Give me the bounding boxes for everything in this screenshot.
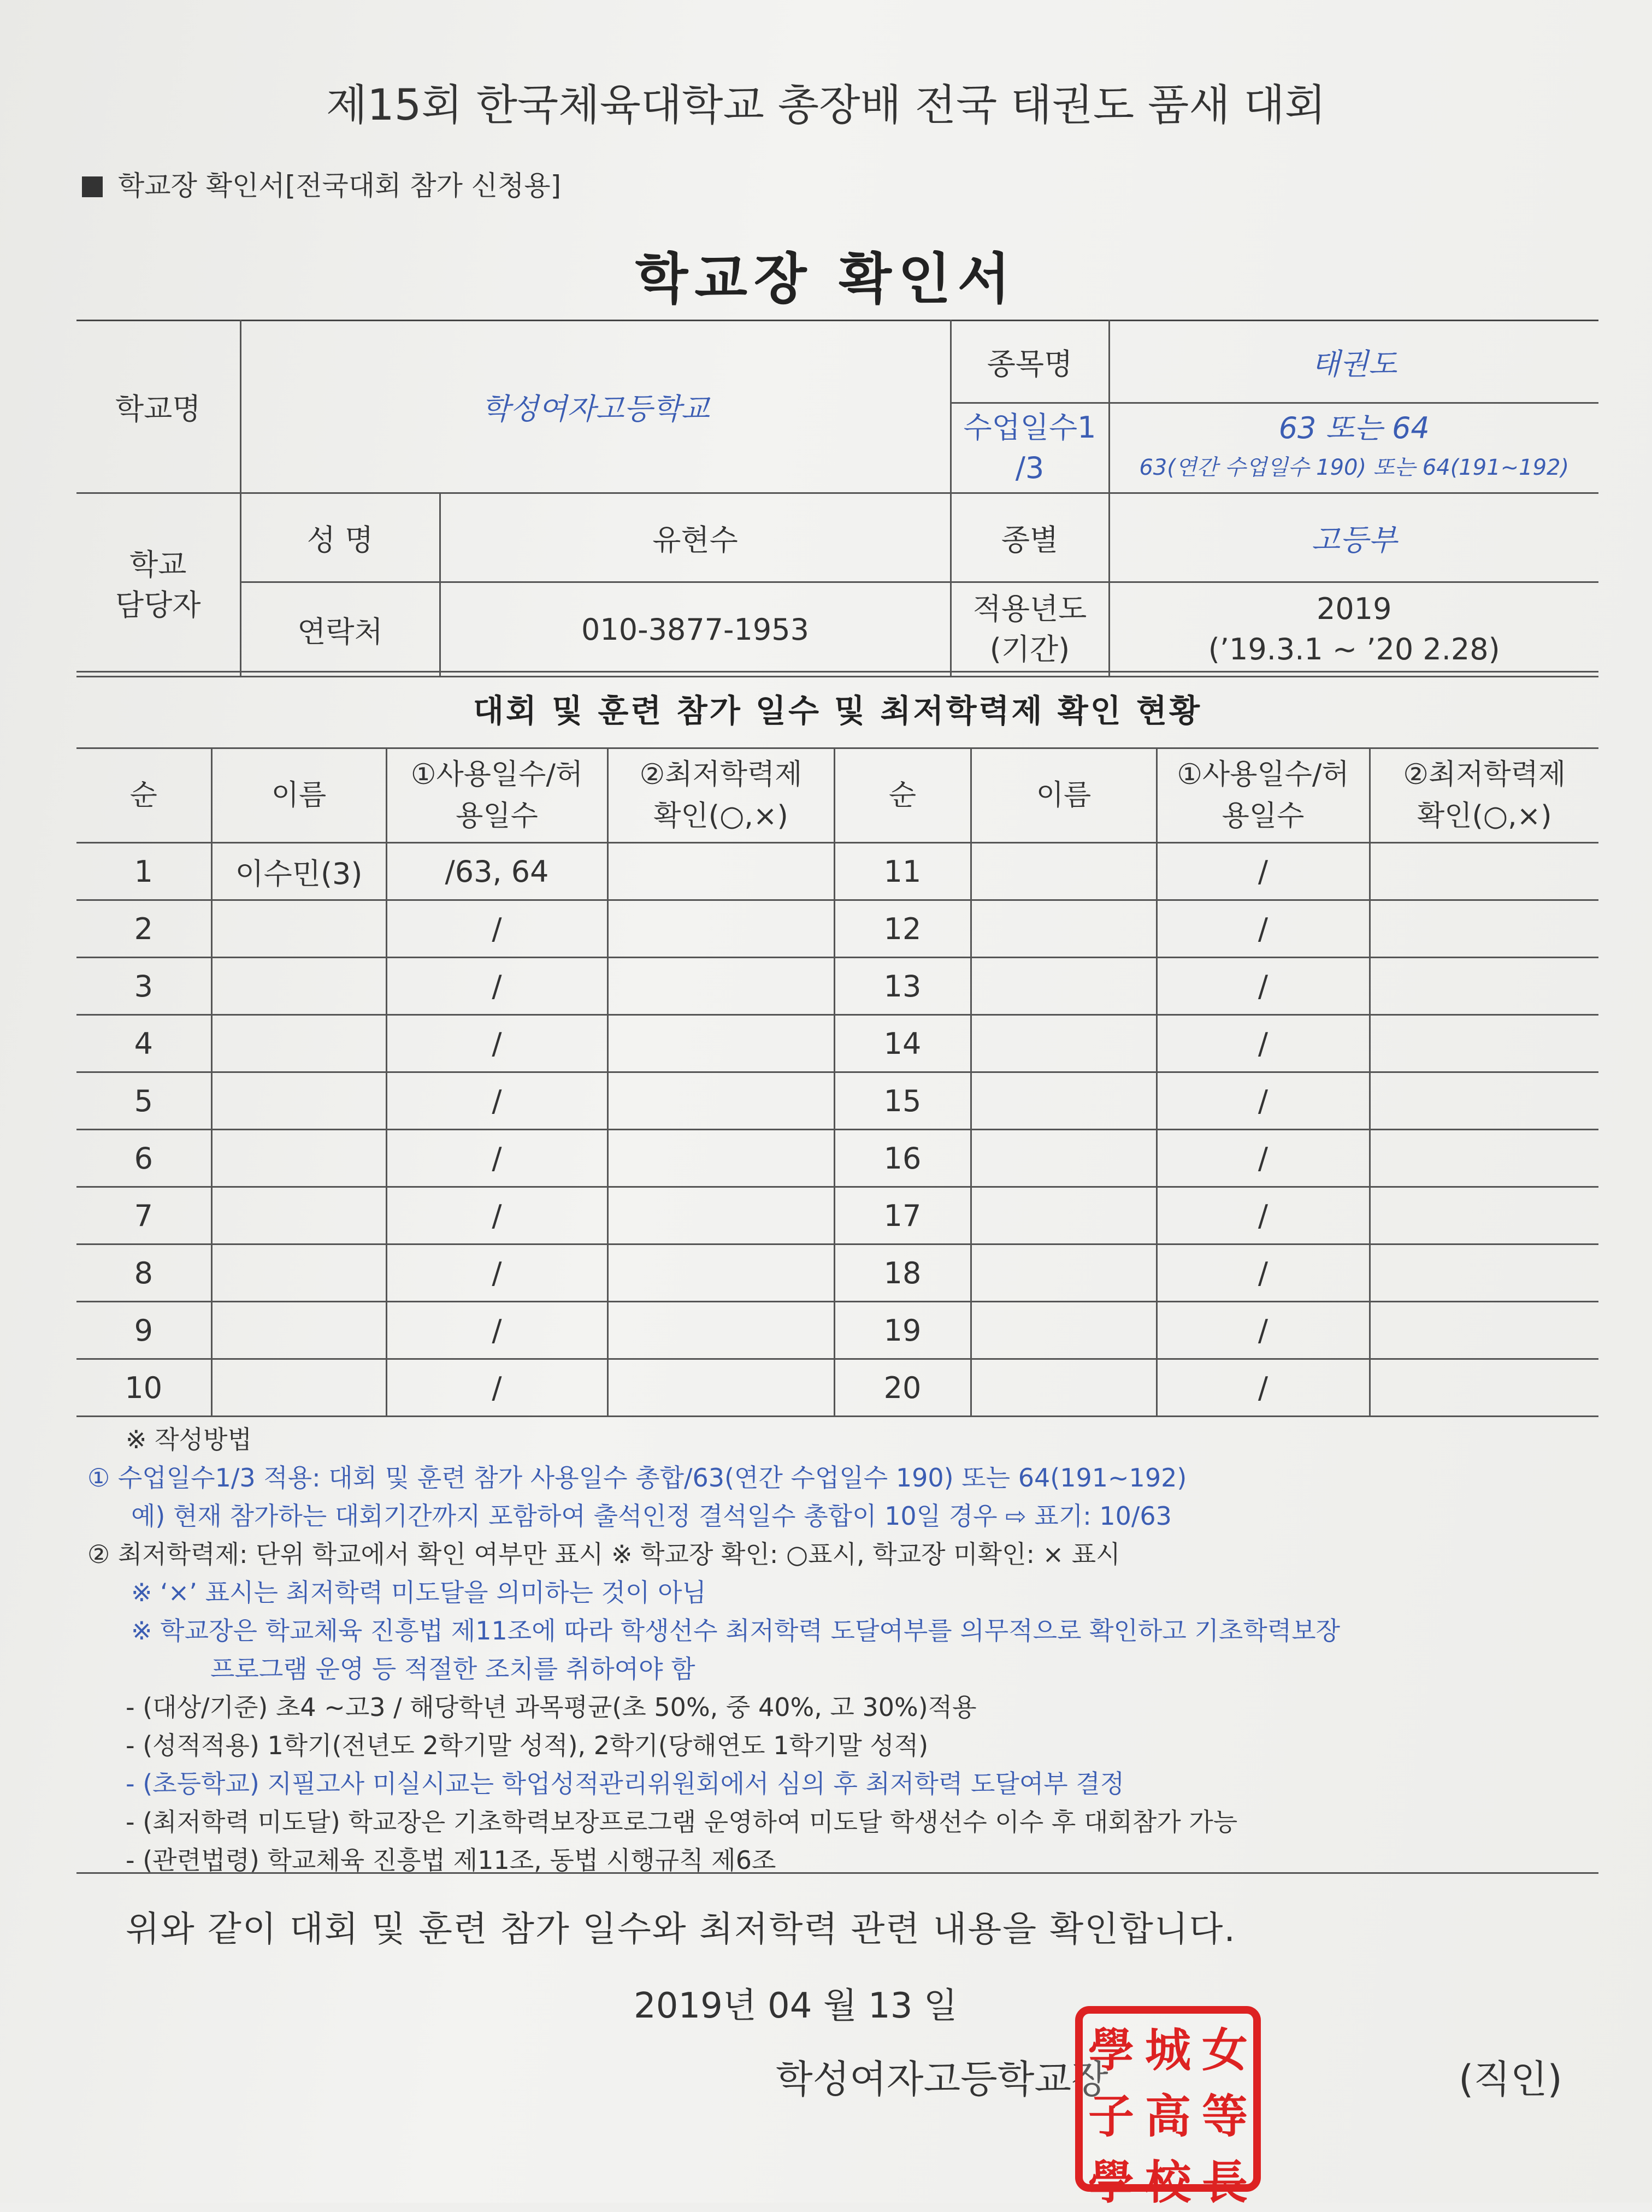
student-name (211, 1015, 386, 1072)
student-name: 이수민(3) (211, 843, 386, 900)
days-used-2: / (1157, 900, 1370, 958)
days-used: / (386, 900, 607, 958)
min-check (607, 1359, 834, 1417)
min-check (607, 900, 834, 958)
min-check-2 (1370, 900, 1598, 958)
year-value (1109, 582, 1598, 677)
student-name-2 (971, 1302, 1157, 1359)
school-value: 학성여자고등학교 (240, 321, 951, 493)
col-min-2 (1370, 748, 1598, 843)
col-min2-line2: 확인(○,×) (1417, 800, 1552, 833)
row-number: 9 (76, 1302, 211, 1359)
min-check (607, 1302, 834, 1359)
table-row (76, 1072, 1598, 1130)
col-days2-line2: 용일수 (1222, 800, 1305, 833)
col-days-2 (1157, 748, 1370, 843)
min-check-2 (1370, 1187, 1598, 1244)
seal-glyph: 城 (1144, 2023, 1191, 2077)
row-number-2: 20 (834, 1359, 971, 1417)
issue-date: 2019년 04 월 13 일 (634, 1986, 958, 2026)
event-title: 제15회 한국체육대학교 총장배 전국 태권도 품새 대회 (326, 81, 1326, 130)
note-line-9: - (초등학교) 지필고사 미실시교는 학업성적관리위원회에서 심의 후 최저학력 도달여부 결정 (126, 1769, 1125, 1798)
seal-glyph: 高 (1144, 2089, 1191, 2143)
official-seal-stamp (1075, 2006, 1261, 2209)
student-name (211, 1187, 386, 1244)
student-name-2 (971, 1244, 1157, 1302)
min-check (607, 958, 834, 1015)
row-number: 3 (76, 958, 211, 1015)
days-used-2: / (1157, 1072, 1370, 1130)
col-days-line1: ①사용일수/허 (410, 758, 583, 791)
col-days-line2: 용일수 (456, 800, 538, 833)
row-number: 4 (76, 1015, 211, 1072)
info-table (76, 320, 1598, 677)
divider (76, 1872, 1598, 1874)
year-label-line2: (기간) (989, 632, 1070, 666)
table-row (76, 900, 1598, 958)
seal-glyph: 長 (1201, 2155, 1248, 2209)
year-label-line1: 적용년도 (972, 592, 1087, 626)
days-used-2: / (1157, 1015, 1370, 1072)
days-used-2: / (1157, 843, 1370, 900)
phone-label: 연락처 (240, 582, 440, 677)
note-line-1: ① 수업일수1/3 적용: 대회 및 훈련 참가 사용일수 총합/63(연간 수업일수 190) 또는 64(191~192) (87, 1463, 1187, 1493)
year-value-main: 2019 (1317, 592, 1392, 626)
confirmation-statement: 위와 같이 대회 및 훈련 참가 일수와 최저학력 관련 내용을 확인합니다. (126, 1909, 1236, 1950)
student-name (211, 1130, 386, 1187)
student-name-2 (971, 1130, 1157, 1187)
notes-heading: ※ 작성방법 (126, 1425, 252, 1454)
days-value (1109, 403, 1598, 493)
table-row (76, 1130, 1598, 1187)
seal-label: (직인) (1459, 2057, 1562, 2102)
min-check (607, 1244, 834, 1302)
student-name-2 (971, 1359, 1157, 1417)
note-line-7: - (대상/기준) 초4 ~고3 / 해당학년 과목평균(초 50%, 중 40%, 고 30%)적용 (126, 1692, 977, 1722)
division-value: 고등부 (1109, 493, 1598, 582)
row-number-2: 12 (834, 900, 971, 958)
min-check-2 (1370, 1015, 1598, 1072)
row-number: 5 (76, 1072, 211, 1130)
min-check-2 (1370, 1244, 1598, 1302)
days-used-2: / (1157, 1187, 1370, 1244)
student-name-2 (971, 1072, 1157, 1130)
table-header-row (76, 748, 1598, 843)
min-check (607, 1015, 834, 1072)
student-name (211, 958, 386, 1015)
col-no: 순 (76, 748, 211, 843)
col-name: 이름 (211, 748, 386, 843)
table-row (76, 1359, 1598, 1417)
year-label (951, 582, 1109, 677)
student-name (211, 1244, 386, 1302)
days-used-2: / (1157, 1302, 1370, 1359)
principal-name: 학성여자고등학교장 (776, 2057, 1108, 2102)
min-check (607, 1072, 834, 1130)
note-line-5: ※ 학교장은 학교체육 진흥법 제11조에 따라 학생선수 최저학력 도달여부를 의무적으로 확인하고 기초학력보장 (131, 1616, 1341, 1645)
col-min-line1: ②최저학력제 (639, 758, 803, 791)
student-name-2 (971, 1015, 1157, 1072)
min-check-2 (1370, 1130, 1598, 1187)
student-name-2 (971, 958, 1157, 1015)
days-used: / (386, 1244, 607, 1302)
days-value-main: 63 또는 64 (1278, 411, 1430, 445)
table-row (76, 1244, 1598, 1302)
document-title: 학교장 확인서 (635, 247, 1017, 311)
min-check-2 (1370, 958, 1598, 1015)
row-number: 6 (76, 1130, 211, 1187)
min-check-2 (1370, 1072, 1598, 1130)
participation-table (76, 747, 1598, 1417)
seal-glyph: 校 (1144, 2155, 1191, 2209)
col-min2-line1: ②최저학력제 (1403, 758, 1566, 791)
student-name-2 (971, 1187, 1157, 1244)
min-check (607, 1187, 834, 1244)
min-check (607, 1130, 834, 1187)
note-line-2: 예) 현재 참가하는 대회기간까지 포함하여 출석인정 결석일수 총합이 10일 경우 ⇨ 표기: 10/63 (131, 1501, 1172, 1531)
days-used: / (386, 1015, 607, 1072)
row-number-2: 18 (834, 1244, 971, 1302)
note-line-10: - (최저학력 미도달) 학교장은 기초학력보장프로그램 운영하여 미도달 학생선수 이수 후 대회참가 가능 (126, 1807, 1238, 1837)
phone-value: 010-3877-1953 (440, 582, 951, 677)
seal-glyph: 學 (1088, 2155, 1134, 2209)
days-used-2: / (1157, 958, 1370, 1015)
row-number-2: 16 (834, 1130, 971, 1187)
min-check-2 (1370, 1302, 1598, 1359)
days-label-line1: 수업일수1 (963, 410, 1096, 445)
row-number: 8 (76, 1244, 211, 1302)
seal-glyph: 女 (1201, 2023, 1248, 2077)
col-no-2: 순 (834, 748, 971, 843)
seal-glyph: 學 (1088, 2023, 1134, 2077)
min-check-2 (1370, 843, 1598, 900)
form-label (82, 164, 561, 203)
student-name (211, 1302, 386, 1359)
table-row (76, 1187, 1598, 1244)
table-row (76, 1302, 1598, 1359)
sport-value: 태권도 (1109, 321, 1598, 403)
row-number-2: 13 (834, 958, 971, 1015)
col-min (607, 748, 834, 843)
student-name-2 (971, 900, 1157, 958)
sport-label: 종목명 (951, 321, 1109, 403)
days-used: /63, 64 (386, 843, 607, 900)
student-name (211, 900, 386, 958)
table-row (76, 843, 1598, 900)
school-label: 학교명 (76, 321, 240, 493)
name-value: 유현수 (440, 493, 951, 582)
days-used: / (386, 1187, 607, 1244)
row-number-2: 14 (834, 1015, 971, 1072)
days-used: / (386, 958, 607, 1015)
days-used-2: / (1157, 1130, 1370, 1187)
days-label (951, 403, 1109, 493)
days-used: / (386, 1130, 607, 1187)
seal-glyph: 等 (1201, 2089, 1248, 2143)
table-row (76, 1015, 1598, 1072)
row-number: 1 (76, 843, 211, 900)
contact-group-label (76, 493, 240, 677)
days-label-line2: /3 (1015, 451, 1045, 485)
days-used: / (386, 1072, 607, 1130)
section-title: 대회 및 훈련 참가 일수 및 최저학력제 확인 현황 (76, 671, 1598, 749)
min-check-2 (1370, 1359, 1598, 1417)
col-min-line2: 확인(○,×) (653, 800, 788, 833)
name-label: 성 명 (240, 493, 440, 582)
min-check (607, 843, 834, 900)
col-name-2: 이름 (971, 748, 1157, 843)
days-used: / (386, 1359, 607, 1417)
row-number-2: 15 (834, 1072, 971, 1130)
student-name (211, 1359, 386, 1417)
student-name-2 (971, 843, 1157, 900)
table-row (76, 958, 1598, 1015)
days-used-2: / (1157, 1244, 1370, 1302)
seal-glyph: 子 (1088, 2089, 1134, 2143)
row-number-2: 17 (834, 1187, 971, 1244)
row-number: 10 (76, 1359, 211, 1417)
note-line-6: 프로그램 운영 등 적절한 조치를 취하여야 함 (210, 1654, 695, 1684)
days-used-2: / (1157, 1359, 1370, 1417)
form-label-text: 학교장 확인서[전국대회 참가 신청용] (118, 170, 562, 202)
days-used: / (386, 1302, 607, 1359)
row-number: 2 (76, 900, 211, 958)
note-line-11: - (관련법령) 학교체육 진흥법 제11조, 동법 시행규칙 제6조 (126, 1845, 776, 1875)
square-bullet-icon (82, 176, 103, 197)
student-name (211, 1072, 386, 1130)
period-value: (’19.3.1 ~ ’20 2.28) (1208, 632, 1500, 666)
contact-group-line1: 학교 (129, 547, 187, 582)
col-days2-line1: ①사용일수/허 (1177, 758, 1349, 791)
row-number-2: 19 (834, 1302, 971, 1359)
note-line-4: ※ ‘×’ 표시는 최저학력 미도달을 의미하는 것이 아님 (131, 1578, 706, 1607)
days-value-note: 63(연간 수업일수 190) 또는 64(191~192) (1139, 455, 1570, 480)
contact-group-line2: 담당자 (115, 587, 201, 622)
row-number-2: 11 (834, 843, 971, 900)
instructions (87, 1420, 1595, 1879)
note-line-3: ② 최저학력제: 단위 학교에서 확인 여부만 표시 ※ 학교장 확인: ○표시, 학교장 미확인: × 표시 (87, 1539, 1120, 1569)
col-days (386, 748, 607, 843)
row-number: 7 (76, 1187, 211, 1244)
division-label: 종별 (951, 493, 1109, 582)
note-line-8: - (성적적용) 1학기(전년도 2학기말 성적), 2학기(당해연도 1학기말 성적) (126, 1731, 929, 1760)
